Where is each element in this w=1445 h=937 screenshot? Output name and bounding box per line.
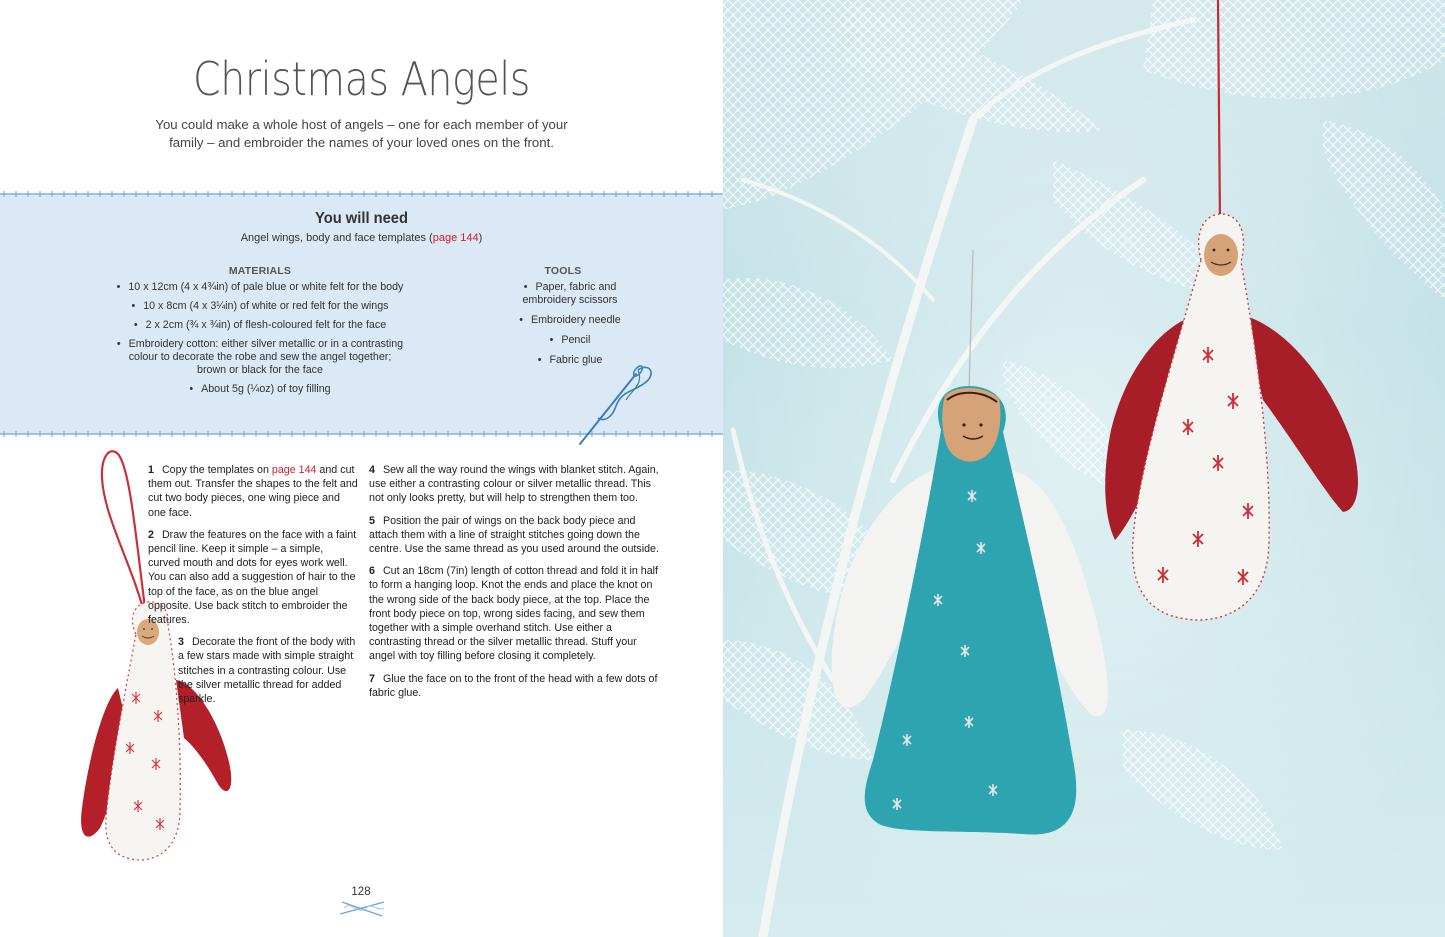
templates-line	[0, 232, 723, 244]
stitch-border-top	[0, 191, 723, 197]
step-text: Copy the templates on	[161, 464, 272, 476]
step-number: 6	[369, 565, 375, 578]
material-item: • 2 x 2cm (¾ x ¾in) of flesh-coloured felt for the face	[105, 319, 415, 332]
material-item: • Embroidery cotton: either silver metallic or in a contrasting colour to decorate the robe and sew the angel together; brown or black for the face	[105, 338, 415, 377]
step-text: Sew all the way round the wings with blanket stitch. Again, use either a contrasting colour or silver metallic thread. This not only looks pretty, but will help to strengthen them too.	[369, 464, 659, 505]
step-2	[148, 528, 358, 627]
step-text: Position the pair of wings on the back body piece and attach them with a line of straight stitches going down the centre. Use the same thread as you used around the outside.	[369, 514, 659, 556]
step-7	[369, 672, 664, 700]
step-text: Draw the features on the face with a faint pencil line. Keep it simple – a simple, curved mouth and dots for eyes work well. You can also add a suggestion of hair to the top of the face, as on the blue angel opposite. Use back stitch to embroider the features.	[148, 528, 357, 627]
step-6	[369, 564, 664, 663]
steps-column-2	[369, 463, 664, 708]
right-page-photo	[723, 0, 1445, 937]
step-4	[369, 463, 664, 506]
needle-and-thread-icon	[576, 360, 658, 448]
step-number: 7	[369, 672, 375, 685]
step-number: 3	[178, 636, 184, 649]
step-number: 5	[369, 514, 375, 527]
templates-text: Angel wings, body and face templates (	[240, 232, 433, 244]
templates-suffix: )	[478, 232, 483, 244]
you-will-need-heading: You will need	[315, 210, 408, 227]
material-item: • 10 x 12cm (4 x 4¾in) of pale blue or white felt for the body	[105, 281, 415, 294]
page-number: 128	[351, 886, 371, 898]
needles-ornament-icon	[336, 896, 388, 920]
steps-column-1	[148, 463, 358, 714]
step-1	[148, 463, 358, 520]
step-text: Cut an 18cm (7in) length of cotton thread and fold it in half to form a hanging loop. Knot the ends and place the knot on the wrong side of the back body piece, at the top. Place the front body piece on top, wrong sides facing, and sew them together with a simple overhand stitch. Use either a contrasting thread or the silver metallic thread. Stuff your angel with toy filling before closing it completely.	[369, 565, 659, 663]
angels-photo	[723, 0, 1445, 937]
step-number: 2	[148, 528, 154, 541]
templates-page-link[interactable]: page 144	[432, 232, 479, 244]
tool-item: • Embroidery needle	[490, 314, 650, 327]
tool-item: • Fabric glue	[490, 354, 650, 367]
step-text: Glue the face on to the front of the head with a few dots of fabric glue.	[369, 672, 658, 699]
step-1-page-link[interactable]: page 144	[271, 464, 317, 476]
intro-text: You could make a whole host of angels – one for each member of your family – and embroider the names of your loved ones on the front.	[155, 117, 568, 150]
tool-item: • Paper, fabric and embroidery scissors	[490, 281, 650, 307]
step-text: Decorate the front of the body with a few stars made with simple straight stitches in a contrasting colour. Use the silver metallic thread for added sparkle.	[178, 636, 356, 706]
step-text: and cut them out. Transfer the shapes to the felt and cut two body pieces, one wing piece and one face.	[148, 464, 358, 519]
material-item: • About 5g (¼oz) of toy filling	[105, 383, 415, 396]
page-title: Christmas Angels	[193, 52, 530, 106]
tool-item: • Pencil	[490, 334, 650, 347]
tools-heading: TOOLS	[544, 265, 582, 277]
step-5	[369, 514, 664, 557]
step-number: 4	[369, 464, 375, 476]
materials-heading: MATERIALS	[228, 265, 292, 277]
step-3	[148, 635, 358, 706]
material-item: • 10 x 8cm (4 x 3¼in) of white or red felt for the wings	[105, 300, 415, 313]
materials-list	[105, 281, 415, 402]
step-number: 1	[148, 464, 154, 476]
